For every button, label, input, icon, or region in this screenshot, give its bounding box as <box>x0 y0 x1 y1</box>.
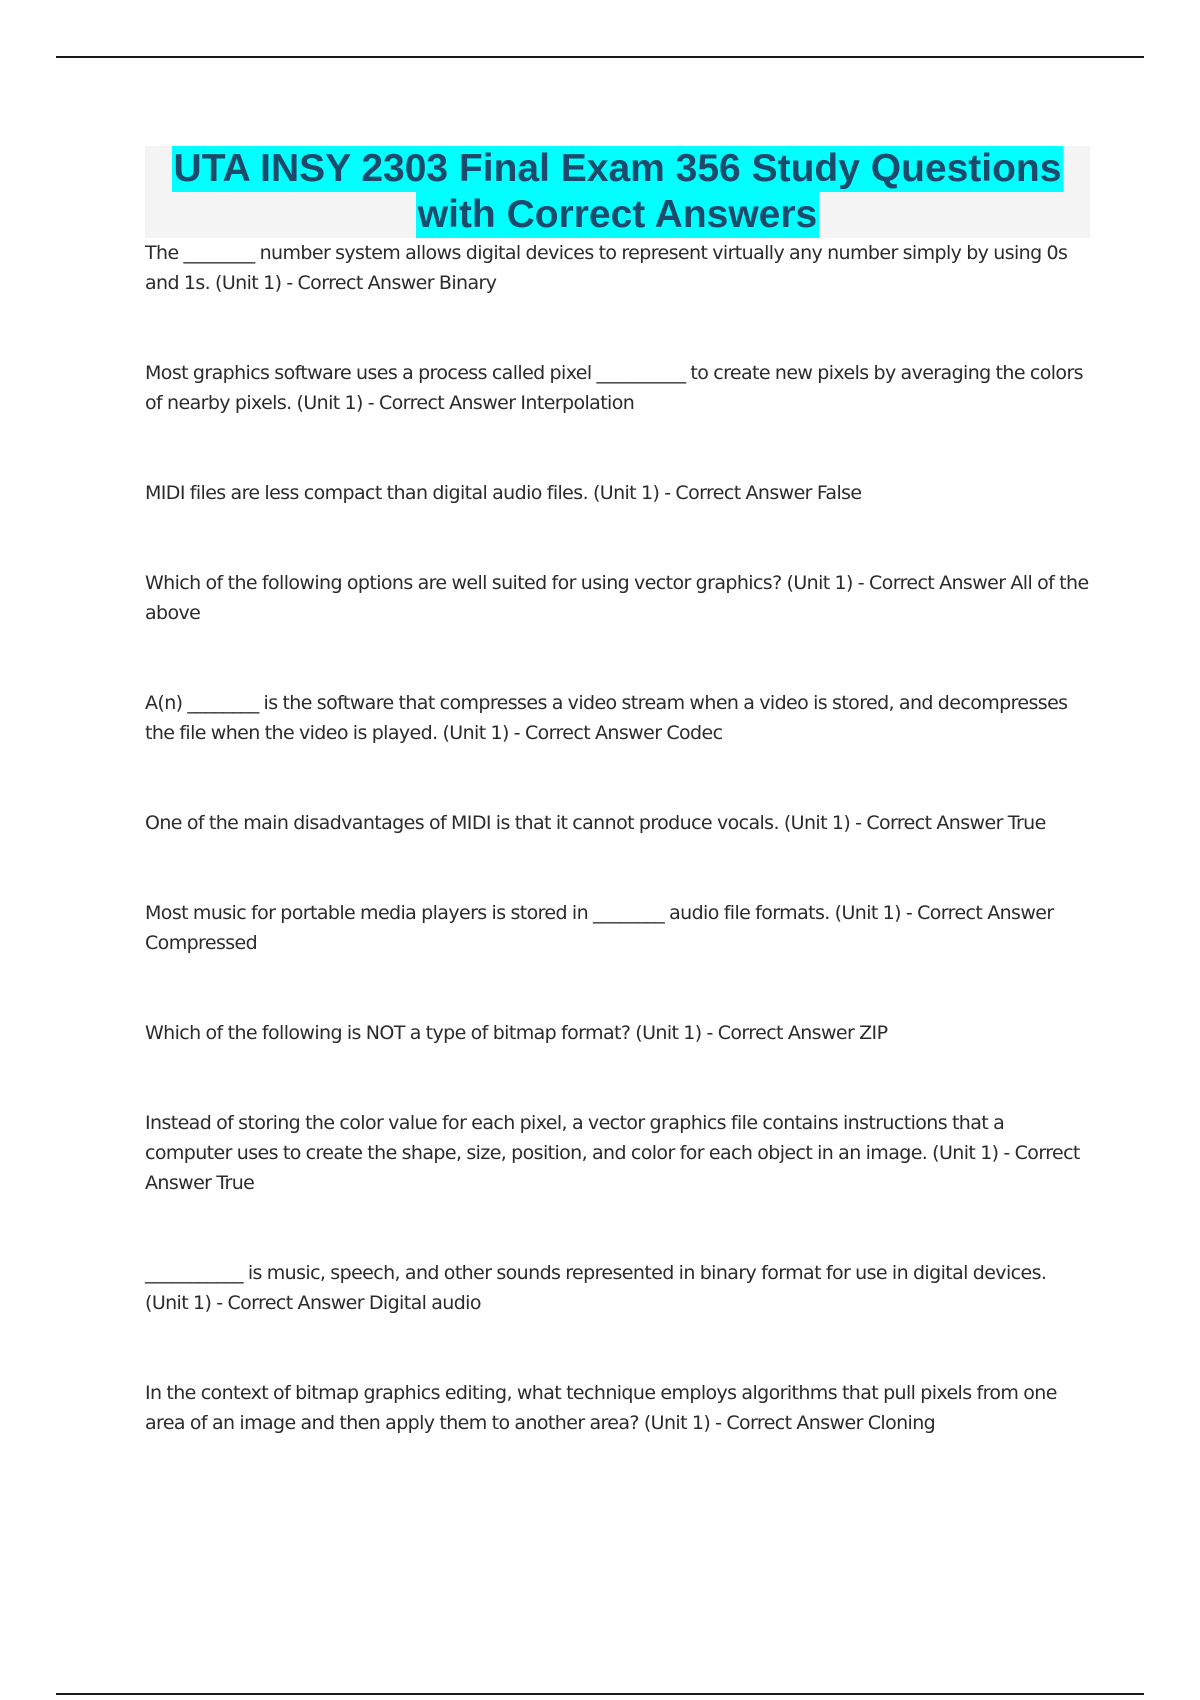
question-answer-5: A(n) ________ is the software that compresses a video stream when a video is stored, and decompresses the file when the video is played. (Unit 1) - Correct Answer Codec <box>145 692 1068 744</box>
question-answer-11: In the context of bitmap graphics editing, what technique employs algorithms that pull pixels from one area of an image and then apply them to another area? (Unit 1) - Correct Answer Cloning <box>145 1382 1057 1434</box>
question-answer-1: The ________ number system allows digital devices to represent virtually any number simply by using 0s and 1s. (Unit 1) - Correct Answer Binary <box>145 242 1068 294</box>
question-answer-7: Most music for portable media players is stored in ________ audio file formats. (Unit 1) - Correct Answer Compressed <box>145 902 1054 954</box>
bottom-rule <box>56 1693 1144 1695</box>
question-answer-3: MIDI files are less compact than digital audio files. (Unit 1) - Correct Answer False <box>145 482 862 504</box>
question-answer-6: One of the main disadvantages of MIDI is that it cannot produce vocals. (Unit 1) - Correct Answer True <box>145 812 1046 834</box>
document-title <box>145 146 1090 238</box>
question-answer-10: ___________ is music, speech, and other sounds represented in binary format for use in digital devices. (Unit 1) - Correct Answer Digital audio <box>145 1262 1047 1314</box>
question-answer-9: Instead of storing the color value for each pixel, a vector graphics file contains instructions that a computer uses to create the shape, size, position, and color for each object in an image. (Unit 1) - Correct Answer True <box>145 1112 1080 1194</box>
title-line-1: UTA INSY 2303 Final Exam 356 Study Questions <box>173 147 1062 190</box>
question-answer-4: Which of the following options are well suited for using vector graphics? (Unit 1) - Correct Answer All of the above <box>145 572 1089 624</box>
question-answer-8: Which of the following is NOT a type of bitmap format? (Unit 1) - Correct Answer ZIP <box>145 1022 888 1044</box>
question-answer-2: Most graphics software uses a process called pixel __________ to create new pixels by averaging the colors of nearby pixels. (Unit 1) - Correct Answer Interpolation <box>145 362 1083 414</box>
top-rule <box>56 56 1144 58</box>
question-list <box>145 238 1090 1438</box>
title-line-2: with Correct Answers <box>417 193 818 236</box>
